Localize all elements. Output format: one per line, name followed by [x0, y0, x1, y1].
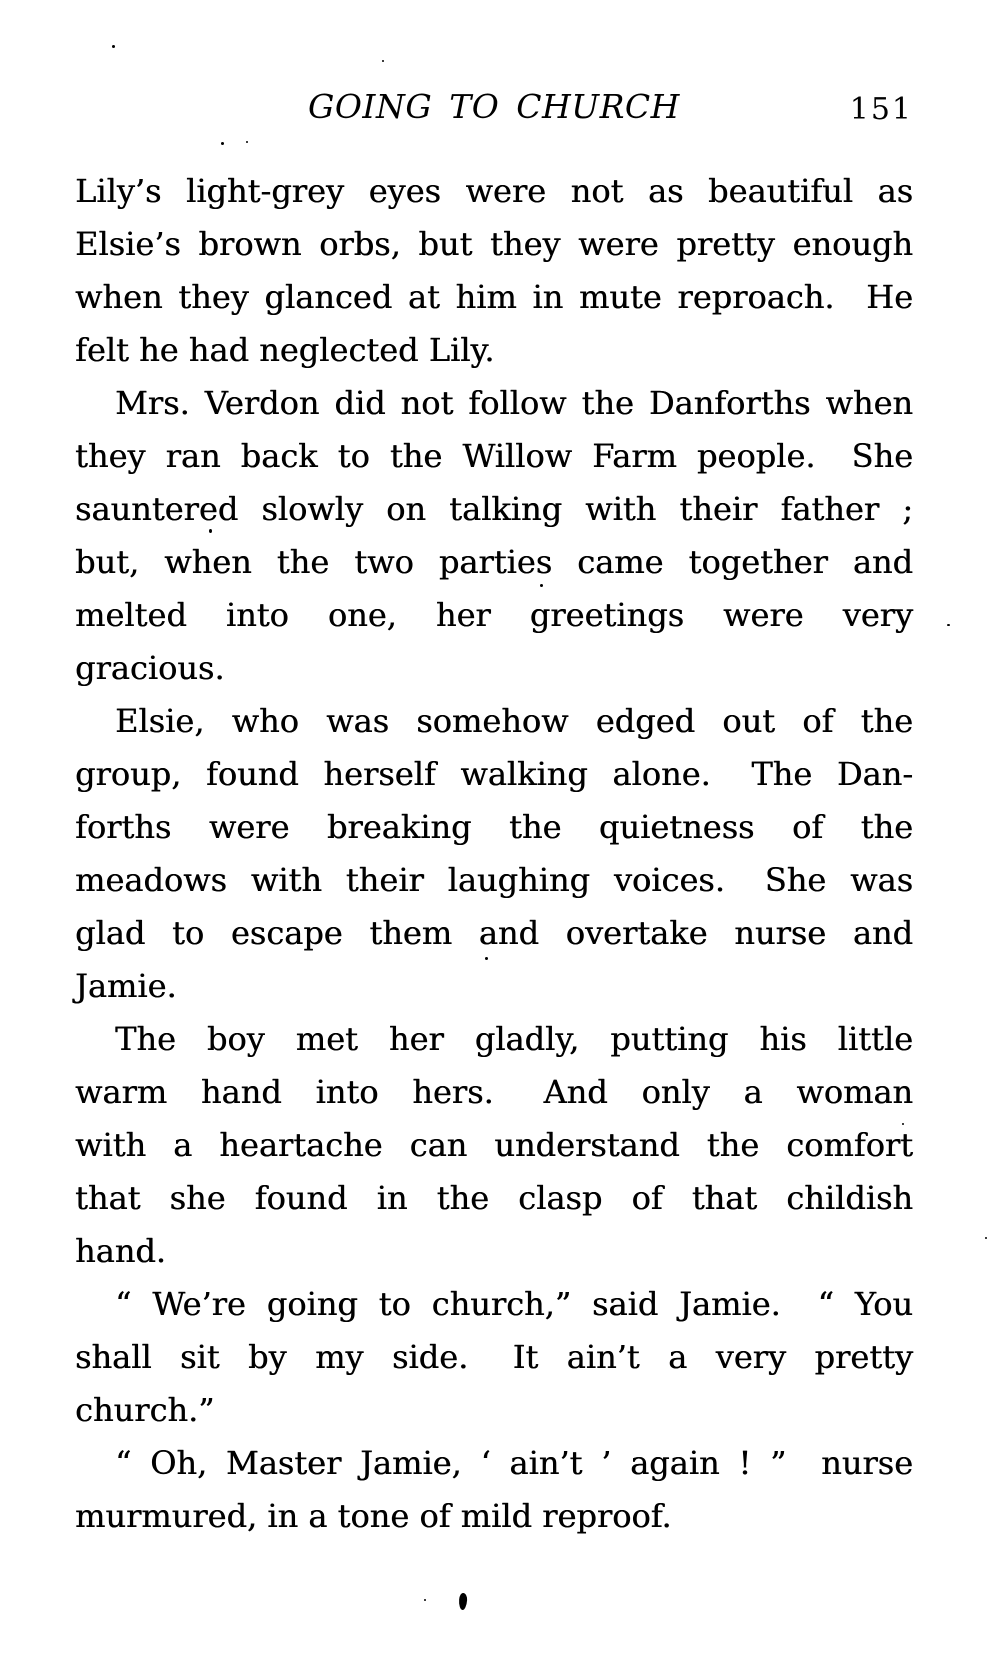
text-line: Jamie. [75, 967, 177, 1005]
running-head-title: GOING TO CHURCH [308, 87, 680, 126]
text-line: church.” [75, 1391, 215, 1429]
ink-speck [947, 624, 950, 626]
text-line: glad to escape them and overtake nurse and [75, 914, 913, 952]
text-line: Lily’s light-grey eyes were not as beautiful as [75, 172, 913, 210]
ink-speck [902, 1123, 904, 1125]
ink-speck [485, 957, 488, 960]
ink-speck [221, 142, 224, 145]
ink-speck [424, 1599, 426, 1601]
ink-speck [382, 60, 384, 62]
text-line: when they glanced at him in mute reproach. He [75, 278, 913, 316]
text-line: felt he had neglected Lily. [75, 331, 495, 369]
text-line: hand. [75, 1232, 166, 1270]
text-line: meadows with their laughing voices. She was [75, 861, 913, 899]
text-line: group, found herself walking alone. The Dan- [75, 755, 913, 793]
text-line: they ran back to the Willow Farm people. She [75, 437, 913, 475]
text-line: that she found in the clasp of that childish [75, 1179, 913, 1217]
ink-speck [112, 45, 115, 48]
page-number: 151 [849, 92, 913, 127]
text-line: Mrs. Verdon did not follow the Danforths when [115, 384, 913, 422]
text-line: shall sit by my side. It ain’t a very pretty [75, 1338, 913, 1376]
text-line: forths were breaking the quietness of the [75, 808, 913, 846]
text-block [75, 165, 913, 1543]
ink-speck [209, 529, 212, 533]
text-line: gracious. [75, 649, 225, 687]
ink-speck [246, 141, 248, 143]
text-line: melted into one, her greetings were very [75, 596, 913, 634]
ink-speck [985, 1237, 987, 1239]
text-line: but, when the two parties came together and [75, 543, 913, 581]
text-line: “ Oh, Master Jamie, ‘ ain’t ’ again ! ” nurse [115, 1444, 913, 1482]
text-line: “ We’re going to church,” said Jamie. “ You [115, 1285, 913, 1323]
text-line: warm hand into hers. And only a woman [75, 1073, 913, 1111]
text-line: Elsie, who was somehow edged out of the [115, 702, 913, 740]
text-line: with a heartache can understand the comfort [75, 1126, 913, 1164]
ink-speck [540, 584, 543, 587]
text-line: The boy met her gladly, putting his little [115, 1020, 913, 1058]
text-line: murmured, in a tone of mild reproof. [75, 1497, 672, 1535]
text-line: Elsie’s brown orbs, but they were pretty enough [75, 225, 913, 263]
ink-blot [458, 1593, 467, 1611]
text-line: sauntered slowly on talking with their father ; [75, 490, 913, 528]
